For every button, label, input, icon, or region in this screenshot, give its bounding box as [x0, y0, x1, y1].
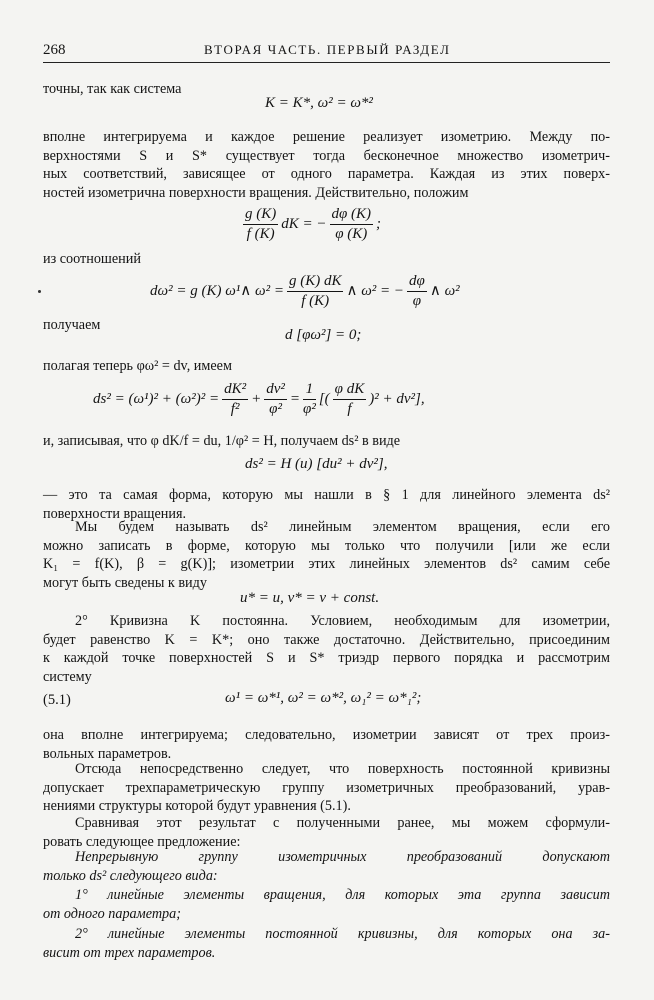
- equation-system: K = K*, ω² = ω*²: [265, 95, 373, 111]
- paragraph-6: и, записывая, что φ dK/f = du, 1/φ² = H, получаем ds² в виде: [43, 433, 401, 449]
- theorem: Непрерывную группу изометричных преобразований допускают только ds² следующего вида:: [43, 849, 610, 884]
- paragraph-5: полагая теперь φω² = dv, имеем: [43, 358, 232, 374]
- equation-ds2: ds² = (ω¹)² + (ω²)² = $\frac{\text{dK²}}{\text{f²}}$ + $\frac{\text{dv²}}{\text{φ²}}$ = $\frac{1}{\text{φ²}}$ [( $\frac{\text{φ dK}}{f}$ )² + dv²],: [93, 381, 425, 417]
- paragraph-1: точны, так как система: [43, 81, 182, 97]
- speck: [38, 290, 41, 293]
- equation-uv: u* = u, v* = v + const.: [240, 590, 380, 606]
- equation-d-phi-omega: d [φω²] = 0;: [285, 327, 362, 343]
- equation-ds2-h: ds² = H (u) [du² + dv²],: [245, 456, 388, 472]
- paragraph-10: она вполне интегрируема; следовательно, изометрии зависят от трех произ- вольных параметров.: [43, 727, 610, 762]
- equation-number: (5.1): [43, 692, 71, 708]
- paragraph-7: — это та самая форма, которую мы нашли в § 1 для линейного элемента ds² поверхности вращения.: [43, 487, 610, 522]
- paragraph-3: из соотношений: [43, 251, 141, 267]
- paragraph-8: Мы будем называть ds² линейным элементом вращения, если его можно записать в форме, которую мы только что получили [или же если K₁ = f(K), β = g(K)]; изометрии этих линейных элементов ds² самим себе могут быть сведены к виду: [43, 519, 610, 591]
- page-number: 268: [43, 42, 66, 58]
- theorem-item-2: 2° линейные элементы постоянной кривизны, для которых она за- висит от трех параметров.: [43, 926, 610, 961]
- paragraph-4: получаем: [43, 317, 101, 333]
- header-rule: [43, 62, 610, 63]
- equation-5-1: ω¹ = ω*¹, ω² = ω*², ω₁² = ω*₁²;: [225, 690, 422, 706]
- paragraph-12: Сравнивая этот результат с полученными ранее, мы можем сформули- ровать следующее предложение:: [43, 815, 610, 850]
- running-title: ВТОРАЯ ЧАСТЬ. ПЕРВЫЙ РАЗДЕЛ: [204, 42, 451, 57]
- paragraph-11: Отсюда непосредственно следует, что поверхность постоянной кривизны допускает трехпараметрическую группу изометричных преобразований, урав- нениями структуры которой будут уравнения (5.1).: [43, 761, 610, 815]
- theorem-item-1: 1° линейные элементы вращения, для которых эта группа зависит от одного параметра;: [43, 887, 610, 922]
- equation-dk: $\frac{g (K)}{f (K)}$ dK = − $\frac{d\varphi (K)}{\varphi (K)}$ ;: [245, 206, 382, 242]
- paragraph-9: 2° Кривизна K постоянна. Условием, необходимым для изометрии, будет равенство K = K*; оно также достаточно. Действительно, присоединим к каждой точке поверхностей S и S* триэдр первого порядка и рассмотрим систему: [43, 613, 610, 685]
- equation-d-omega: dω² = g (K) ω¹∧ ω² = $\frac{g (K) dK}{f (K)}$ ∧ ω² = − $\frac{d\varphi}{\varphi}$ ∧ ω²: [150, 273, 460, 309]
- paragraph-2: вполне интегрируема и каждое решение реализует изометрию. Между по- верхностями S и S* существует тогда бесконечное множество изометрич- ных соответствий, зависящее от одного параметра. Каждая из этих поверх- ностей изометрична поверхности вращения. Действительно, положим: [43, 129, 610, 201]
